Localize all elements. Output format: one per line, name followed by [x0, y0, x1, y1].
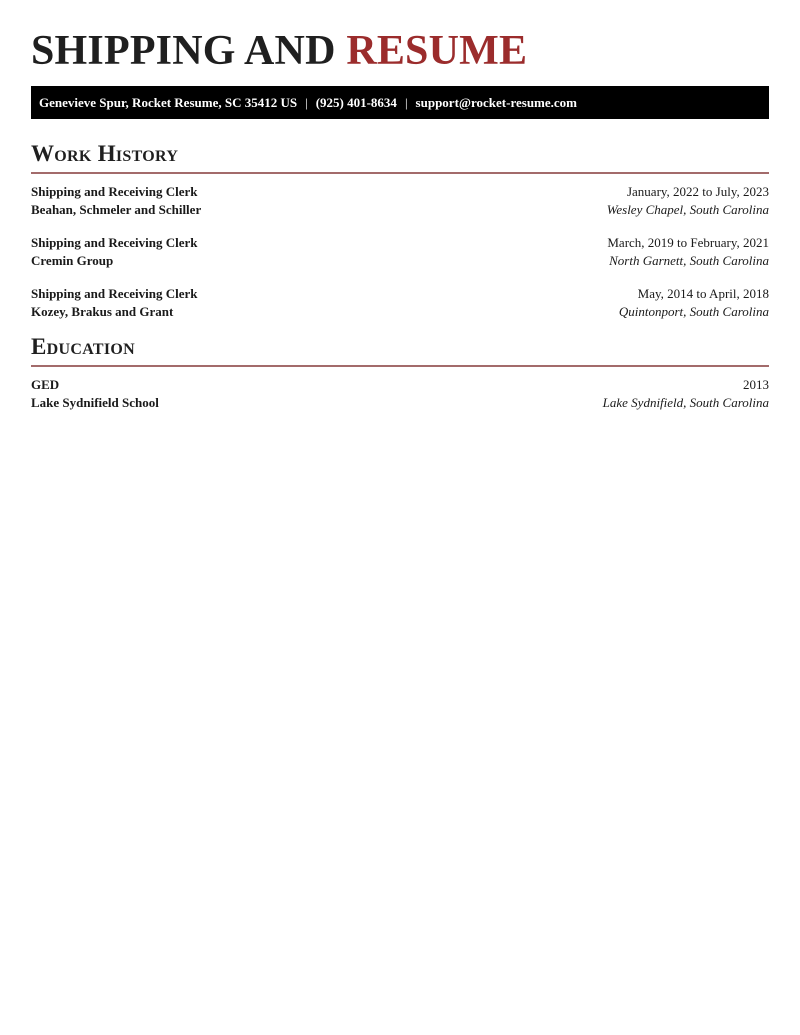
contact-phone[interactable]: (925) 401-8634: [315, 94, 397, 110]
job-dates: March, 2019 to February, 2021: [607, 235, 769, 250]
job-dates: May, 2014 to April, 2018: [637, 286, 769, 301]
section-divider: [31, 365, 769, 367]
company-name: Cremin Group: [31, 253, 114, 268]
job-location: North Garnett, South Carolina: [609, 253, 769, 268]
contact-separator: |: [404, 94, 408, 110]
work-history-heading: Work History: [31, 141, 179, 166]
degree-name: GED: [31, 377, 60, 392]
education-entry: [31, 376, 769, 412]
title-accent: RESUME: [346, 28, 528, 74]
graduation-year: 2013: [743, 377, 769, 392]
job-title: Shipping and Receiving Clerk: [31, 235, 198, 250]
work-history-section: [31, 141, 769, 321]
section-divider: [31, 172, 769, 174]
education-heading: Education: [31, 334, 135, 359]
contact-bar: [31, 86, 769, 119]
work-entry: [31, 183, 769, 219]
contact-email[interactable]: support@rocket-resume.com: [415, 94, 577, 110]
contact-separator: |: [305, 94, 308, 110]
job-title: Shipping and Receiving Clerk: [31, 184, 198, 199]
company-name: Kozey, Brakus and Grant: [31, 304, 174, 319]
work-entry: [31, 234, 769, 270]
company-name: Beahan, Schmeler and Schiller: [31, 202, 202, 217]
school-location: Lake Sydnifield, South Carolina: [602, 395, 769, 410]
job-title: Shipping and Receiving Clerk: [31, 286, 198, 301]
work-entry: [31, 285, 769, 321]
resume-title: [31, 28, 769, 74]
job-dates: January, 2022 to July, 2023: [626, 184, 769, 199]
contact-address: Genevieve Spur, Rocket Resume, SC 35412 US: [39, 94, 298, 110]
job-location: Quintonport, South Carolina: [618, 304, 769, 319]
title-main: SHIPPING AND: [31, 28, 336, 74]
school-name: Lake Sydnifield School: [31, 395, 159, 410]
job-location: Wesley Chapel, South Carolina: [606, 202, 769, 217]
education-section: [31, 334, 769, 412]
